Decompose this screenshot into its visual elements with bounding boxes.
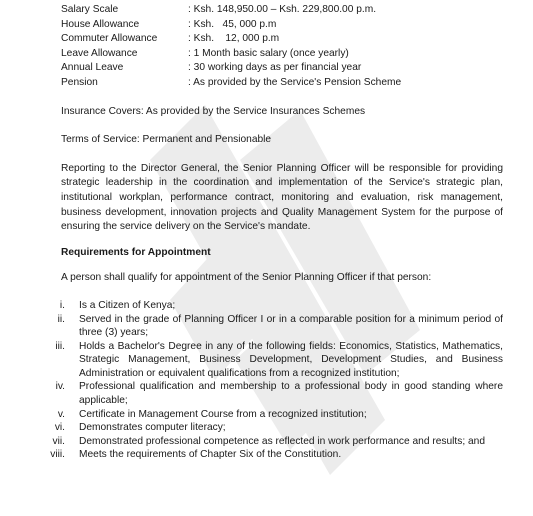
list-item-number: i. — [59, 299, 65, 311]
list-item-text: Is a Citizen of Kenya; — [79, 299, 176, 311]
list-item-number: vii. — [52, 435, 65, 447]
document-page — [50, 0, 503, 462]
term-row-annual-leave — [61, 61, 503, 76]
term-value: : 30 working days as per financial year — [188, 62, 362, 74]
list-item-number: iv. — [55, 381, 65, 393]
term-label: Pension — [61, 76, 98, 88]
role-description-paragraph: Reporting to the Director General, the Senior Planning Officer will be responsible for providing strategic leadership in the coordination and implementation of the Service's strategic plan, institutional workplan, performance contract, monitoring and evaluation, risk management, business development, innovation projects and Quality Management System for the purpose of ensuring the service delivery on the Service's mandate. — [61, 162, 503, 233]
list-item-text: Demonstrates computer literacy; — [79, 422, 226, 434]
terms-of-service-paragraph: Terms of Service: Permanent and Pensionable — [61, 134, 272, 146]
list-item-text: Served in the grade of Planning Officer I or in a comparable position for a minimum period of three (3) years; — [79, 313, 503, 339]
term-label: House Allowance — [61, 18, 140, 30]
list-item-number: iii. — [55, 340, 65, 352]
list-item-number: viii. — [50, 449, 65, 461]
terms-table — [61, 3, 503, 91]
list-item-number: v. — [57, 408, 65, 420]
list-item — [57, 313, 503, 340]
list-item-text: Certificate in Management Course from a recognized institution; — [79, 408, 367, 420]
list-item-text: Meets the requirements of Chapter Six of the Constitution. — [79, 449, 342, 461]
list-item-number: ii. — [57, 313, 65, 325]
term-label: Salary Scale — [61, 4, 119, 15]
insurance-paragraph: Insurance Covers: As provided by the Service Insurances Schemes — [61, 105, 366, 117]
requirements-heading: Requirements for Appointment — [61, 246, 211, 258]
term-row-pension — [61, 76, 503, 91]
list-item — [54, 421, 503, 435]
requirements-list — [50, 299, 503, 462]
term-row-house-allowance — [61, 18, 503, 33]
term-label: Commuter Allowance — [61, 33, 158, 45]
list-item-number: vi. — [54, 422, 65, 434]
list-item-text: Demonstrated professional competence as reflected in work performance and results; and — [79, 435, 486, 447]
term-label: Leave Allowance — [61, 47, 138, 59]
list-item-text: Professional qualification and membership to a professional body in good standing where applicable; — [79, 381, 503, 407]
list-item — [57, 408, 503, 422]
term-row-leave-allowance — [61, 47, 503, 62]
term-row-commuter-allowance — [61, 32, 503, 47]
list-item — [50, 448, 503, 462]
list-item — [55, 340, 503, 381]
term-value: : Ksh. 148,950.00 – Ksh. 229,800.00 p.m. — [188, 4, 377, 15]
term-value: : Ksh. 12, 000 p.m — [188, 33, 280, 45]
term-value: : As provided by the Service's Pension Scheme — [188, 76, 402, 88]
list-item-text: Holds a Bachelor's Degree in any of the following fields: Economics, Statistics, Mathematics, Strategic Management, Business Development, Development Studies, and Business Administration or equivalent qualifications from a recognized institution; — [79, 340, 503, 379]
term-value: : Ksh. 45, 000 p.m — [188, 18, 277, 30]
term-row-salary — [61, 3, 503, 18]
term-value: : 1 Month basic salary (once yearly) — [188, 47, 349, 59]
list-item — [61, 299, 503, 313]
term-label: Annual Leave — [61, 62, 124, 74]
list-item — [55, 380, 503, 407]
requirements-intro: A person shall qualify for appointment of the Senior Planning Officer if that person: — [61, 272, 432, 284]
list-item — [52, 435, 503, 449]
